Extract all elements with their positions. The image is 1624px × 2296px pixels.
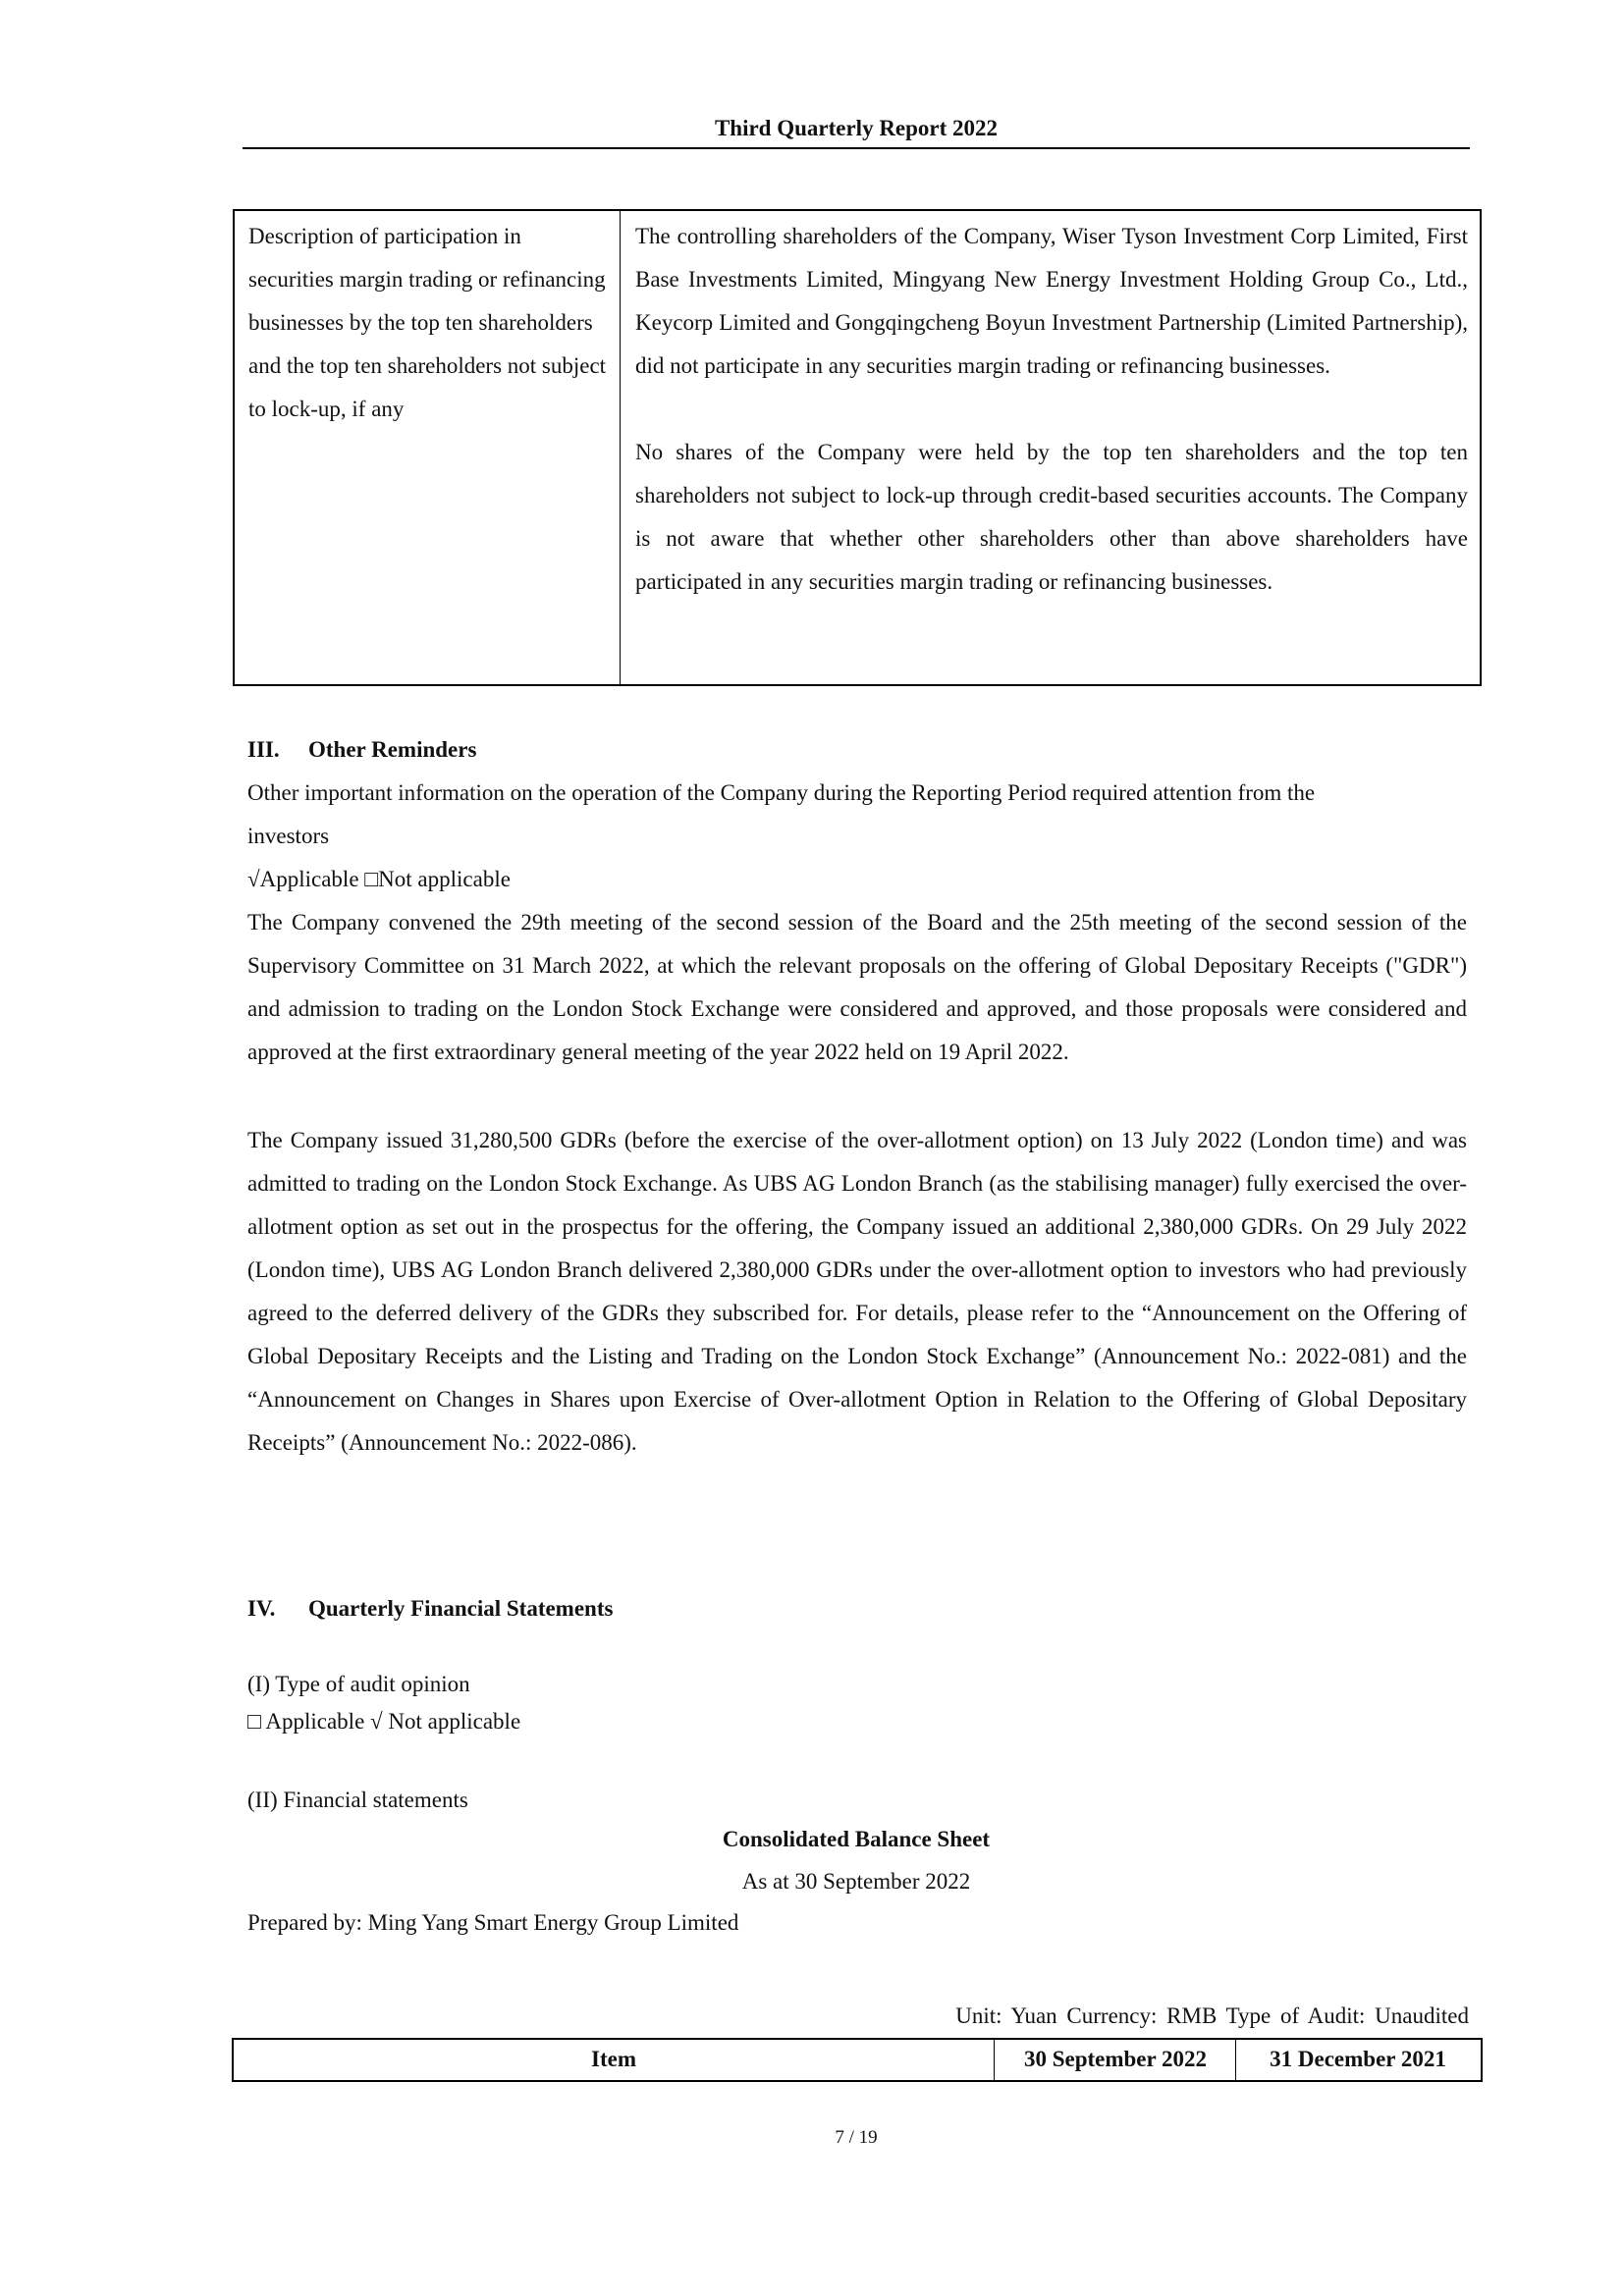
unit-currency-line: Unit: Yuan Currency: RMB Type of Audit: Unaudited bbox=[955, 2003, 1469, 2028]
column-header-previous: 31 December 2021 bbox=[1270, 2047, 1446, 2071]
text-line: investors bbox=[247, 824, 330, 848]
text-line: Other important information on the operation of the Company during the Reporting Period required attention from the bbox=[247, 780, 1316, 805]
header-rule bbox=[243, 147, 1470, 149]
section-number: III. bbox=[247, 737, 280, 762]
column-divider bbox=[994, 2040, 995, 2080]
audit-opinion-value: □ Applicable √ Not applicable bbox=[247, 1709, 521, 1734]
page-number: 7 / 19 bbox=[835, 2127, 878, 2148]
paragraph-gdr-issuance: The Company issued 31,280,500 GDRs (before the exercise of the over-allotment option) on 13 July 2022 (London time) and was admitted to trading on the London Stock Exchange. As UBS AG London Branch (as the stabilising manager) fully exercised the over-allotment option as set out in the prospectus for the offering, the Company issued an additional 2,380,000 GDRs. On 29 July 2022 (London time), UBS AG London Branch delivered 2,380,000 GDRs under the over-allotment option to investors who had previously agreed to the deferred delivery of the GDRs they subscribed for. For details, please refer to the “Announcement on the Offering of Global Depositary Receipts and the Listing and Trading on the London Stock Exchange” (Announcement No.: 2022-081) and the “Announcement on Changes in Shares upon Exercise of Over-allotment Option in Relation to the Offering of Global Depositary Receipts” (Announcement No.: 2022-086). bbox=[247, 1128, 1467, 1455]
table-value-paragraph: No shares of the Company were held by the top ten shareholders and the top ten shareholders not subject to lock-up through credit-based securities accounts. The Company is not aware that whether other shareholders other than above shareholders have participated in any securities margin trading or refinancing businesses. bbox=[635, 440, 1468, 594]
table-column-divider bbox=[620, 211, 621, 684]
table-value-cell bbox=[635, 215, 1468, 604]
balance-sheet-date: As at 30 September 2022 bbox=[741, 1869, 971, 1894]
section-title: Quarterly Financial Statements bbox=[308, 1596, 614, 1621]
balance-sheet-title: Consolidated Balance Sheet bbox=[722, 1827, 991, 1851]
column-header-current: 30 September 2022 bbox=[1023, 2047, 1208, 2071]
page-header-title: Third Quarterly Report 2022 bbox=[714, 116, 999, 140]
prepared-by: Prepared by: Ming Yang Smart Energy Group Limited bbox=[247, 1910, 739, 1935]
shareholder-table bbox=[233, 209, 1482, 686]
section-number: IV. bbox=[247, 1596, 276, 1621]
section-title: Other Reminders bbox=[308, 737, 477, 762]
paragraph-board-meeting: The Company convened the 29th meeting of the second session of the Board and the 25th meeting of the second session of the Supervisory Committee on 31 March 2022, at which the relevant proposals on the offering of Global Depositary Receipts ("GDR") and admission to trading on the London Stock Exchange were considered and approved, and those proposals were considered and approved at the first extraordinary general meeting of the year 2022 held on 19 April 2022. bbox=[247, 910, 1467, 1064]
column-header-item: Item bbox=[591, 2047, 636, 2071]
section-heading-other-reminders bbox=[247, 728, 476, 772]
financial-statements-label: (II) Financial statements bbox=[247, 1788, 468, 1812]
balance-sheet-header-table bbox=[232, 2038, 1483, 2082]
audit-opinion-label: (I) Type of audit opinion bbox=[247, 1672, 470, 1696]
table-label-cell: Description of participation in securities margin trading or refinancing businesses by the top ten shareholders and the top ten shareholders not subject to lock-up, if any bbox=[248, 224, 607, 421]
table-value-paragraph: The controlling shareholders of the Company, Wiser Tyson Investment Corp Limited, First Base Investments Limited, Mingyang New Energy Investment Holding Group Co., Ltd., Keycorp Limited and Gongqingcheng Boyun Investment Partnership (Limited Partnership), did not participate in any securities margin trading or refinancing businesses. bbox=[635, 224, 1468, 378]
column-divider bbox=[1235, 2040, 1236, 2080]
applicability-line: √Applicable □Not applicable bbox=[247, 867, 511, 891]
section-heading-financial-statements bbox=[247, 1587, 613, 1630]
